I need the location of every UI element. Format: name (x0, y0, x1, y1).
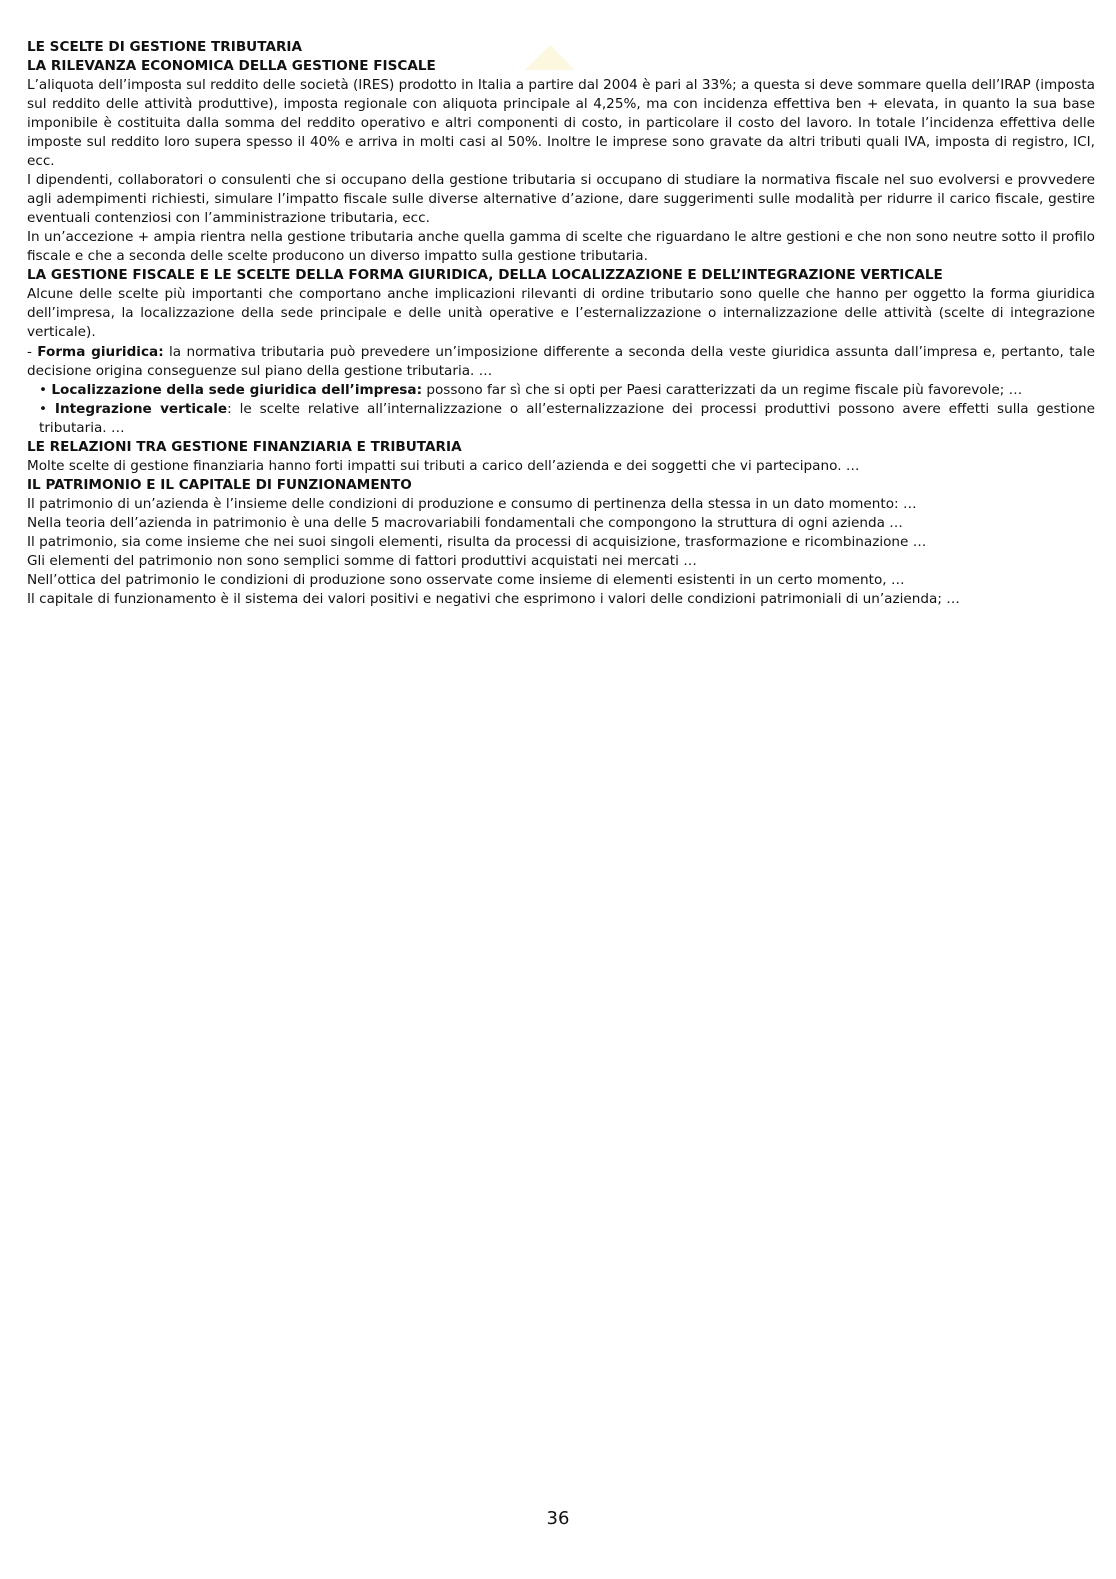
paragraph: In un’accezione + ampia rientra nella gestione tributaria anche quella gamma di scelte che riguardano le altre gestioni e che non sono neutre sotto il profilo fiscale e che a seconda delle scelte producono un diverso impatto sulla gestione tributaria. (27, 229, 1095, 265)
paragraph: I dipendenti, collaboratori o consulenti che si occupano della gestione tributaria si occupano di studiare la normativa fiscale nel suo evolversi e provvedere agli adempimenti richiesti, simulare l’impatto fiscale sulle diverse alternative d’azione, dare suggerimenti sulle modalità per ridurre il carico fiscale, gestire eventuali contenziosi con l’amministrazione tributaria, ecc. (27, 172, 1095, 227)
paragraph: Il patrimonio di un’azienda è l’insieme delle condizioni di produzione e consumo di pertinenza della stessa in un dato momento: … (27, 495, 917, 512)
paragraph: Il patrimonio, sia come insieme che nei suoi singoli elementi, risulta da processi di acquisizione, trasformazione e ricombinazione … (27, 533, 927, 550)
heading-forma: LA GESTIONE FISCALE E LE SCELTE DELLA FORMA GIURIDICA, DELLA LOCALIZZAZIONE E DELL’INTEGRAZIONE VERTICALE (27, 267, 943, 284)
heading-rilevanza: LA RILEVANZA ECONOMICA DELLA GESTIONE FISCALE (27, 58, 436, 75)
paragraph: Gli elementi del patrimonio non sono semplici somme di fattori produttivi acquistati nei mercati … (27, 552, 697, 569)
heading-relazioni: LE RELAZIONI TRA GESTIONE FINANZIARIA E TRIBUTARIA (27, 438, 462, 455)
paragraph: Nella teoria dell’azienda in patrimonio è una delle 5 macrovariabili fondamentali che compongono la struttura di ogni azienda … (27, 514, 903, 531)
heading-patrimonio: IL PATRIMONIO E IL CAPITALE DI FUNZIONAMENTO (27, 476, 412, 493)
paragraph: Il capitale di funzionamento è il sistema dei valori positivi e negativi che esprimono i valori delle condizioni patrimoniali di un’azienda; … (27, 590, 960, 607)
paragraph: Molte scelte di gestione finanziaria hanno forti impatti sui tributi a carico dell’azienda e dei soggetti che vi partecipano. … (27, 457, 860, 474)
list-item: • Integrazione verticale: le scelte relative all’internalizzazione o all’esternalizzazione dei processi produttivi possono avere effetti sulla gestione tributaria. … (39, 400, 1095, 436)
paragraph: L’aliquota dell’imposta sul reddito delle società (IRES) prodotto in Italia a partire dal 2004 è pari al 33%; a questa si deve sommare quella dell’IRAP (imposta sul reddito delle attività produttive), imposta regionale con aliquota principale al 4,25%, ma con incidenza effettiva ben + elevata, in quanto la sua base imponibile è costituita dalla somma del reddito operativo e altri componenti di costo, in particolare il costo del lavoro. In totale l’incidenza effettiva delle imposte sul reddito loro supera spesso il 40% e arriva in molti casi al 50%. Inoltre le imprese sono gravate da altri tributi quali IVA, imposta di registro, ICI, ecc. (27, 77, 1095, 170)
list-item-forma: - Forma giuridica: la normativa tributaria può prevedere un’imposizione differente a seconda della veste giuridica assunta dall’impresa e, pertanto, tale decisione origina conseguenze sul piano della gestione tributaria. … (27, 343, 1095, 379)
paragraph: Alcune delle scelte più importanti che comportano anche implicazioni rilevanti di ordine tributario sono quelle che hanno per oggetto la forma giuridica dell’impresa, la localizzazione della sede principale e delle unità operative e l’esternalizzazione o internalizzazione delle attività (scelte di integrazione verticale). (27, 286, 1095, 341)
paragraph: Nell’ottica del patrimonio le condizioni di produzione sono osservate come insieme di elementi esistenti in un certo momento, … (27, 571, 905, 588)
main-title: LE SCELTE DI GESTIONE TRIBUTARIA (27, 39, 303, 55)
bullet-list (27, 381, 1095, 438)
page-number: 36 (546, 1508, 570, 1529)
list-item: • Localizzazione della sede giuridica dell’impresa: possono far sì che si opti per Paesi caratterizzati da un regime fiscale più favorevole; … (39, 381, 1023, 398)
document-page (27, 38, 1095, 609)
